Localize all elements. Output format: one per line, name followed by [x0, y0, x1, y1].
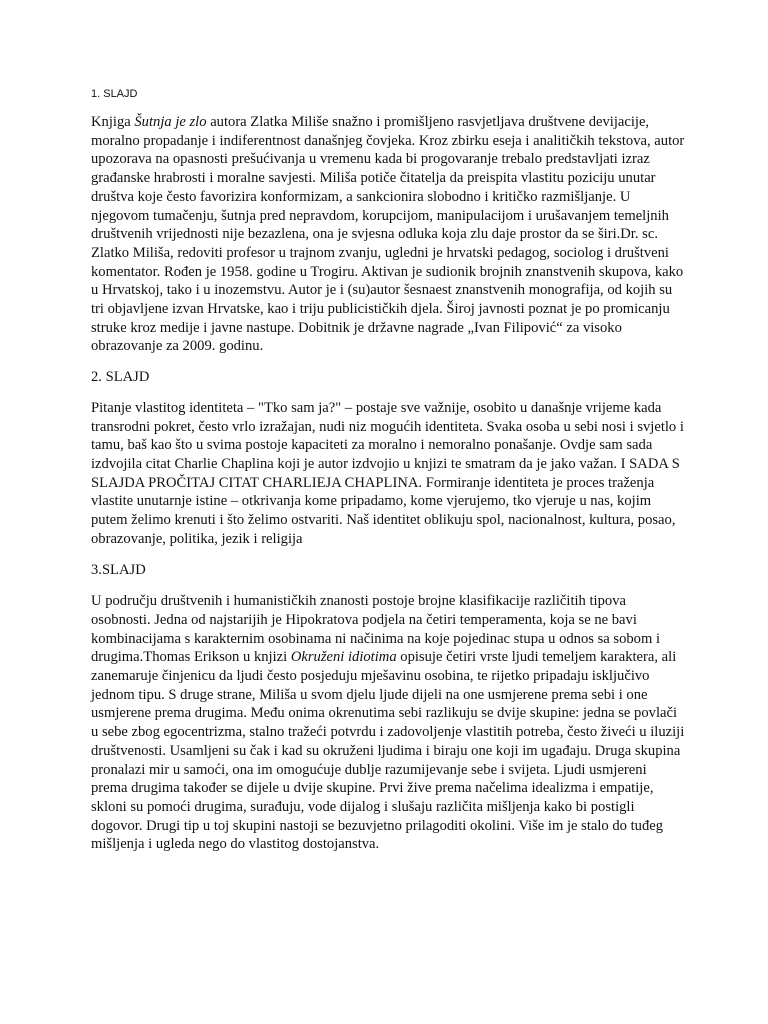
slide-1-heading: 1. SLAJD — [91, 88, 138, 100]
document-body — [91, 86, 685, 866]
slide-1-text-rest: autora Zlatka Miliše snažno i promišljeno rasvjetljava društvene devijacije, moralno propadanje i indiferentnost današnjeg čovjeka. Kroz zbirku eseja i analitičkih tekstova, autor upozorava na opasnosti prešućivanja u vremenu kada bi progovaranje trebalo predstavljati izraz građanske hrabrosti i moralne savjesti. Miliša potiče čitatelja da preispita vlastitu poziciju unutar društva koje često favorizira konformizam, a sankcionira slobodno i kritičko razmišljanje. U njegovom tumačenju, šutnja pred nepravdom, korupcijom, manipulacijom i urušavanjem temeljnih društvenih vrijednosti nije bezazlena, ona je svjesna odluka koja zlu daje prostor da se širi.Dr. sc. Zlatko Miliša, redoviti profesor u trajnom zvanju, ugledni je hrvatski pedagog, sociolog i društveni komentator. Rođen je 1958. godine u Trogiru. Aktivan je sudionik brojnih znanstvenih skupova, kako u Hrvatskoj, tako i u inozemstvu. Autor je i (su)autor šesnaest znanstvenih monografija, od kojih su tri objavljene izvan Hrvatske, kao i triju publicističkih djela. Široj javnosti poznat je po promicanju struke kroz medije i javne nastupe. Dobitnik je državne nagrade „Ivan Filipović“ za visoko obrazovanje za 2009. godinu. — [91, 114, 685, 355]
slide-3-paragraph — [91, 592, 685, 854]
slide-3-heading: 3.SLAJD — [91, 562, 146, 579]
slide-1-paragraph — [91, 113, 685, 356]
book-title-okruzeni-idiotima: Okruženi idiotima — [290, 649, 397, 666]
slide-2-heading: 2. SLAJD — [91, 369, 150, 386]
slide-1-text-start: Knjiga — [91, 114, 135, 130]
slide-3-text-rest: opisuje četiri vrste ljudi temeljem karaktera, ali zanemaruje činjenicu da ljudi često posjeduju mješavinu osobina, te rijetko pripadaju isključivo jednom tipu. S druge strane, Miliša u svom djelu ljude dijeli na one usmjerene prema sebi i one usmjerene prema drugima. Među onima okrenutima sebi razlikuju se dvije skupine: jedna se povlači u sebe zbog egocentrizma, stalno tražeći potvrdu i zadovoljenje vlastitih potreba, često živeći u iluziji društvenosti. Usamljeni su čak i kad su okruženi ljudima i biraju one koji im ugađaju. Druga skupina pronalazi mir u samoći, ona im omogućuje dublje razumijevanje sebe i svijeta. Ljudi usmjereni prema drugima također se dijele u dvije skupine. Prvi žive prema načelima idealizma i empatije, skloni su pomoći drugima, surađuju, vode dijalog i slušaju različita mišljenja kako bi postigli dogovor. Drugi tip u toj skupini nastoji se bezuvjetno prilagoditi okolini. Više im je stalo do tuđeg mišljenja i ugleda nego do vlastitog dostojanstva. — [91, 649, 685, 853]
slide-2-paragraph: Pitanje vlastitog identiteta – "Tko sam ja?" – postaje sve važnije, osobito u današnje vrijeme kada transrodni pokret, često vrlo izražajan, nudi niz mogućih identiteta. Svaka osoba u sebi nosi i svjetlo i tamu, baš kao što u svima postoje kapaciteti za moralno i nemoralno ponašanje. Ovdje sam sada izdvojila citat Charlie Chaplina koji je autor izdvojio u knjizi te smatram da je jako važan. I SADA S SLAJDA PROČITAJ CITAT CHARLIEJA CHAPLINA. Formiranje identiteta je proces traženja vlastite unutarnje istine – otkrivanja kome pripadamo, kome vjerujemo, tko vjeruje u nas, kojim putem želimo krenuti i što želimo ostvariti. Naš identitet oblikuju spol, nacionalnost, kultura, posao, obrazovanje, politika, jezik i religija — [91, 399, 684, 547]
book-title-sutnja-je-zlo: Šutnja je zlo — [134, 114, 207, 130]
slide-3-text-start: U području društvenih i humanističkih znanosti postoje brojne klasifikacije različitih tipova osobnosti. Jedna od najstarijih je Hipokratova podjela na četiri temperamenta, koja se ne bavi kombinacijama s karakternim osobinama ni načinima na koje pojedinac stupa u odnos sa sobom i drugima.Thomas Erikson u knjizi — [91, 593, 661, 666]
